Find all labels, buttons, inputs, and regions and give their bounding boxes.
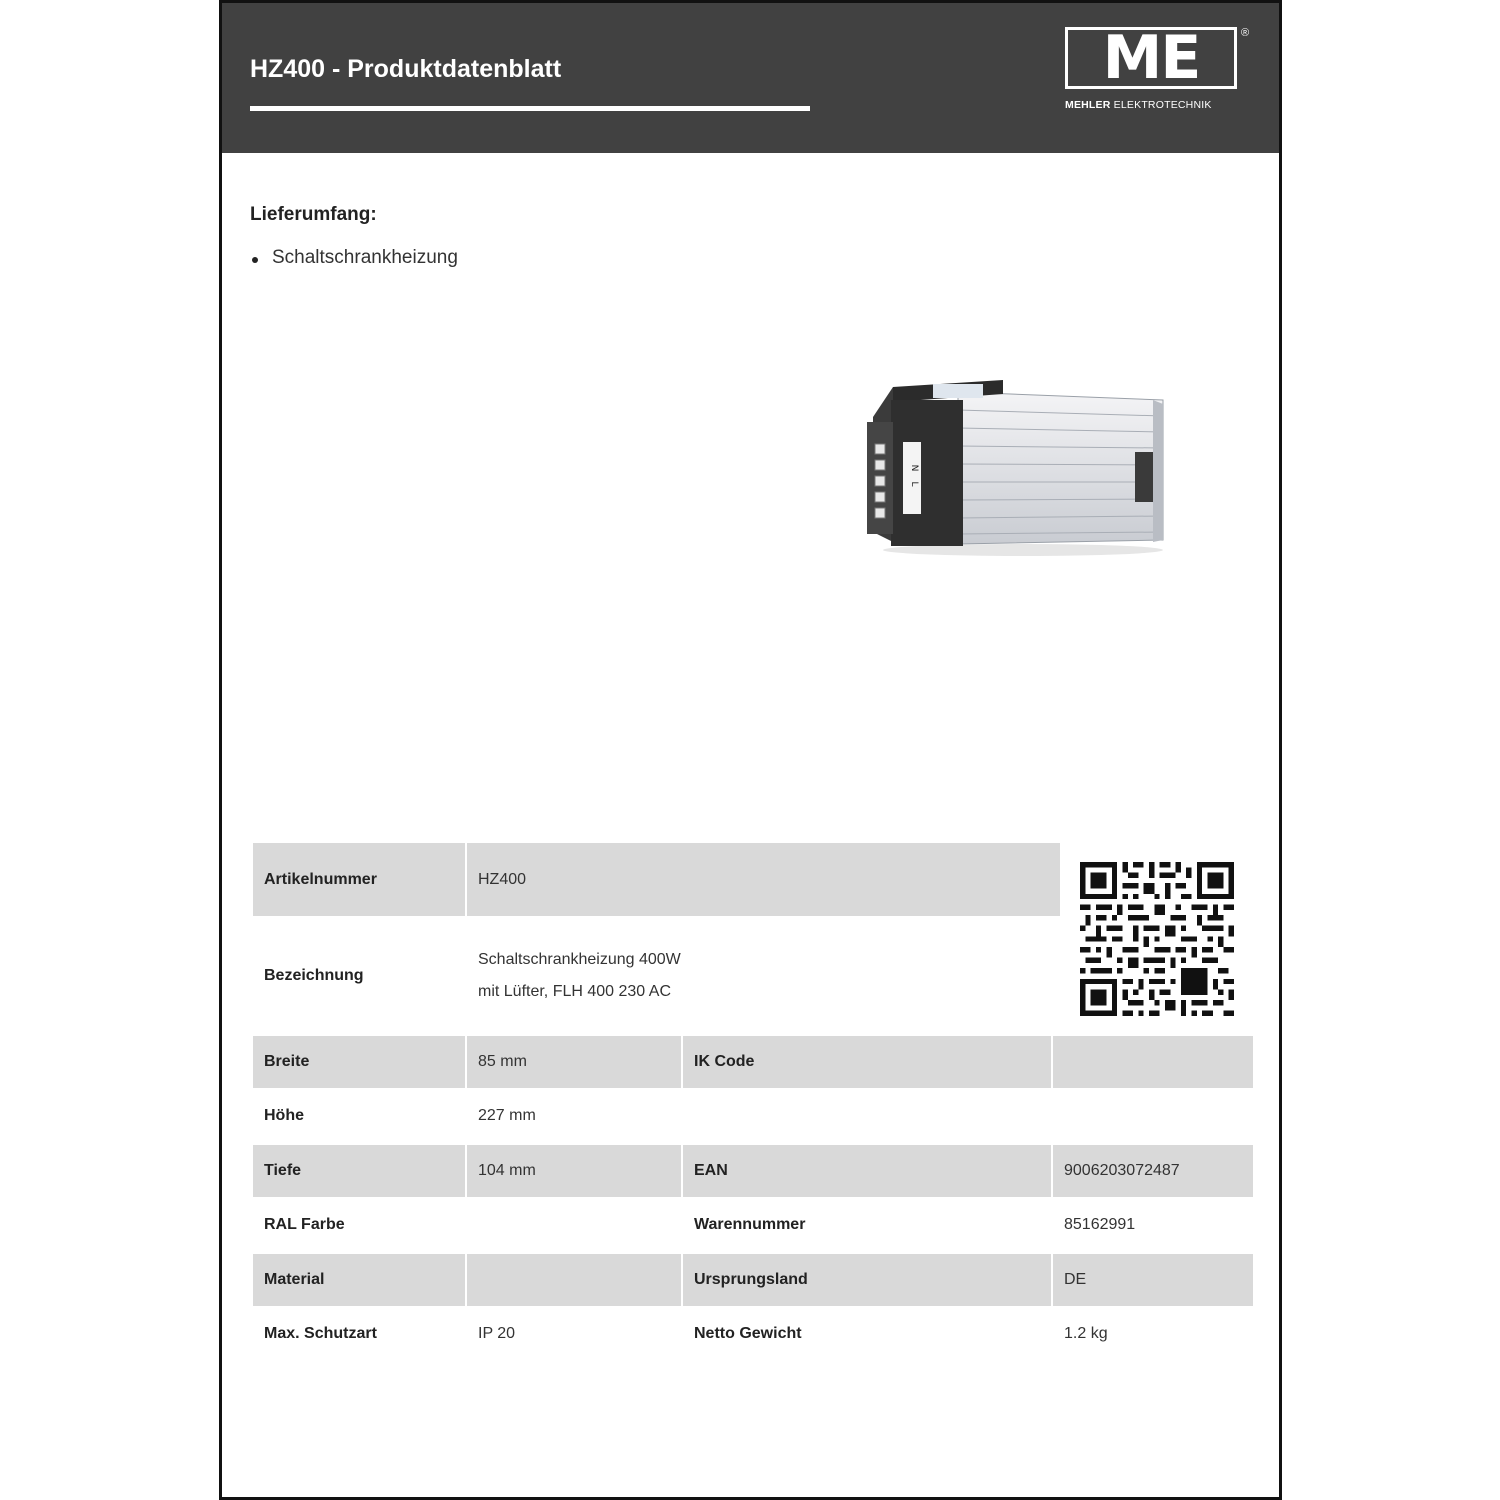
spec-label: Warennummer — [694, 1216, 806, 1233]
spec-label: Bezeichnung — [264, 967, 364, 984]
spec-value-line: mit Lüfter, FLH 400 230 AC — [478, 983, 671, 1000]
spec-row-bezeichnung — [253, 918, 1060, 1034]
terminal-label-n: N — [909, 464, 919, 472]
spec-label: EAN — [683, 1145, 1051, 1197]
spec-label: Artikelnummer — [253, 843, 465, 916]
spec-label: Material — [253, 1254, 465, 1306]
spec-value: 85162991 — [1064, 1216, 1136, 1233]
spec-value — [1053, 1036, 1253, 1088]
spec-value: IP 20 — [478, 1325, 516, 1342]
logo-brand-light: ELEKTROTECHNIK — [1113, 99, 1212, 111]
scope-list — [250, 247, 458, 269]
page-title: HZ400 - Produktdatenblatt — [250, 55, 562, 83]
title-underline — [250, 106, 810, 111]
terminal-label-l: L — [909, 481, 919, 487]
registered-mark: ® — [1241, 27, 1250, 39]
product-image — [863, 372, 1173, 562]
spec-label: IK Code — [683, 1036, 1051, 1088]
spec-value: HZ400 — [467, 843, 1060, 916]
spec-row-artikelnummer — [253, 843, 1060, 916]
spec-row-ral-farbe — [253, 1199, 1253, 1251]
header-bar — [222, 0, 1279, 153]
logo-mark: ME — [1102, 23, 1200, 93]
spec-label: Max. Schutzart — [264, 1325, 377, 1342]
spec-value: 227 mm — [478, 1107, 536, 1124]
spec-value-line: Schaltschrankheizung 400W — [478, 951, 681, 968]
logo-brand-bold: MEHLER — [1065, 99, 1111, 111]
spec-label: Ursprungsland — [683, 1254, 1051, 1306]
spec-row-hoehe — [253, 1090, 1253, 1142]
spec-value: 104 mm — [467, 1145, 681, 1197]
datasheet-page — [219, 0, 1282, 1500]
qr-code — [1080, 862, 1234, 1016]
logo-brand — [1065, 99, 1212, 111]
spec-value: 85 mm — [467, 1036, 681, 1088]
spec-label: Tiefe — [253, 1145, 465, 1197]
spec-value — [467, 918, 1060, 1034]
mehler-logo — [1065, 23, 1255, 122]
spec-value — [467, 1254, 681, 1306]
spec-label: Breite — [253, 1036, 465, 1088]
spec-label: Höhe — [264, 1107, 304, 1124]
spec-value: DE — [1053, 1254, 1253, 1306]
spec-value — [467, 1199, 681, 1251]
spec-row-tiefe — [253, 1145, 1253, 1197]
spec-row-material — [253, 1254, 1253, 1306]
scope-heading: Lieferumfang: — [250, 204, 377, 225]
scope-item: Schaltschrankheizung — [250, 247, 458, 269]
spec-label: RAL Farbe — [264, 1216, 345, 1233]
spec-value: 9006203072487 — [1053, 1145, 1253, 1197]
spec-row-max-schutzart — [253, 1308, 1253, 1360]
spec-label: Netto Gewicht — [694, 1325, 802, 1342]
spec-row-breite — [253, 1036, 1253, 1088]
spec-value: 1.2 kg — [1064, 1325, 1108, 1342]
